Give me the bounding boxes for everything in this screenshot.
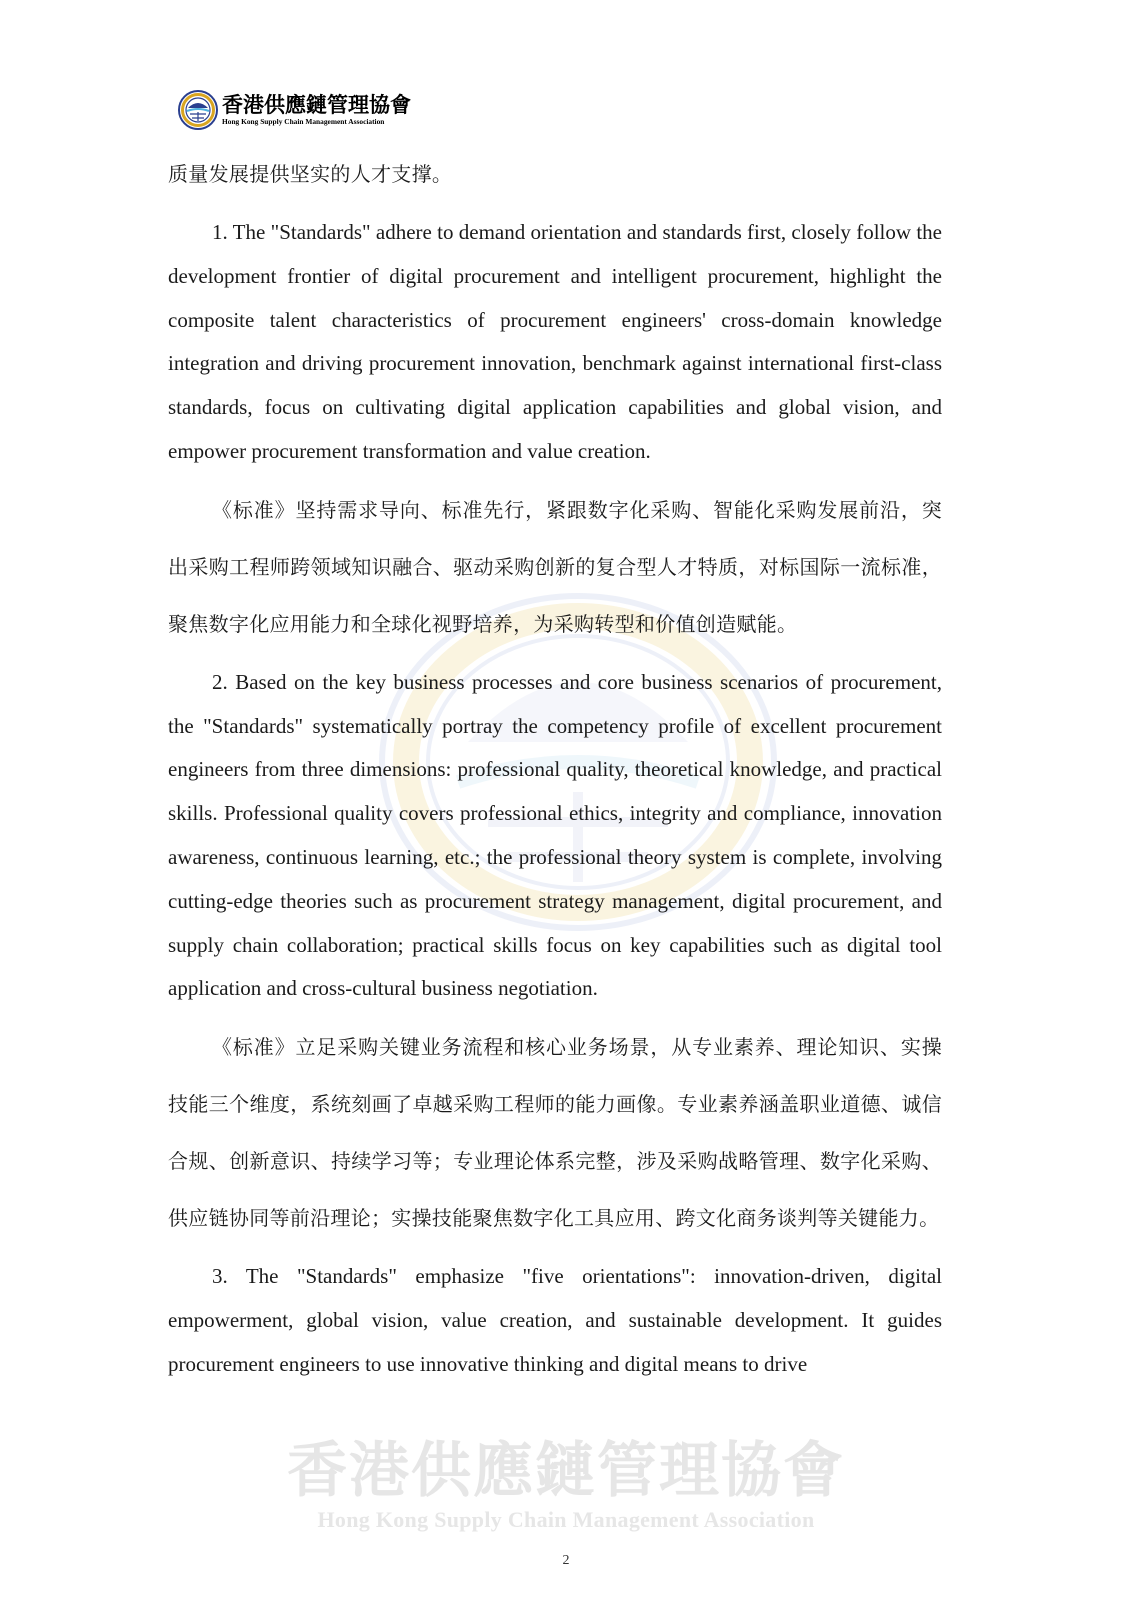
org-name-en: Hong Kong Supply Chain Management Association	[222, 116, 385, 126]
paragraph-en-3: 3. The "Standards" emphasize "five orientations": innovation-driven, digital empowerment, global vision, value creation, and sustainable development. It guides procurement engineers to use innovative thinking and digital means to drive	[168, 1264, 942, 1376]
watermark-text-cn: 香港供應鏈管理協會	[287, 1436, 845, 1506]
paragraph-en-2: 2. Based on the key business processes and core business scenarios of procurement, the "Standards" systematically portray the competency profile of excellent procurement engineers from three dimensions: professional quality, theoretical knowledge, and practical skills. Professional quality covers professional ethics, integrity and compliance, innovation awareness, continuous learning, etc.; the professional theory system is complete, involving cutting-edge theories such as procurement strategy management, digital procurement, and supply chain collaboration; practical skills focus on key capabilities such as digital tool application and cross-cultural business negotiation.	[168, 669, 942, 1001]
paragraph-cn-2: 《标准》立足采购关键业务流程和核心业务场景，从专业素养、理论知识、实操技能三个维度，系统刻画了卓越采购工程师的能力画像。专业素养涵盖职业道德、诚信合规、创新意识、持续学习等；专业理论体系完整，涉及采购战略管理、数字化采购、供应链协同等前沿理论；实操技能聚焦数字化工具应用、跨文化商务谈判等关键能力。	[168, 1035, 942, 1231]
paragraph-en-1: 1. The "Standards" adhere to demand orientation and standards first, closely follow the development frontier of digital procurement and intelligent procurement, highlight the composite talent characteristics of procurement engineers' cross-domain knowledge integration and driving procurement innovation, benchmark against international first-class standards, focus on cultivating digital application capabilities and global vision, and empower procurement transformation and value creation.	[168, 220, 942, 463]
page-number: 2	[562, 1553, 570, 1568]
paragraph-cn-1: 《标准》坚持需求导向、标准先行，紧跟数字化采购、智能化采购发展前沿，突出采购工程师跨领域知识融合、驱动采购创新的复合型人才特质，对标国际一流标准，聚焦数字化应用能力和全球化视野培养，为采购转型和价值创造赋能。	[168, 497, 942, 636]
globe-logo-icon	[178, 90, 218, 130]
document-body	[168, 146, 942, 1387]
org-header	[178, 88, 411, 132]
org-name-cn: 香港供應鏈管理協會	[222, 92, 411, 117]
watermark	[0, 1436, 1132, 1534]
paragraph-cn-continuation: 质量发展提供坚实的人才支撑。	[168, 162, 453, 186]
watermark-text-en: Hong Kong Supply Chain Management Association	[317, 1507, 815, 1532]
